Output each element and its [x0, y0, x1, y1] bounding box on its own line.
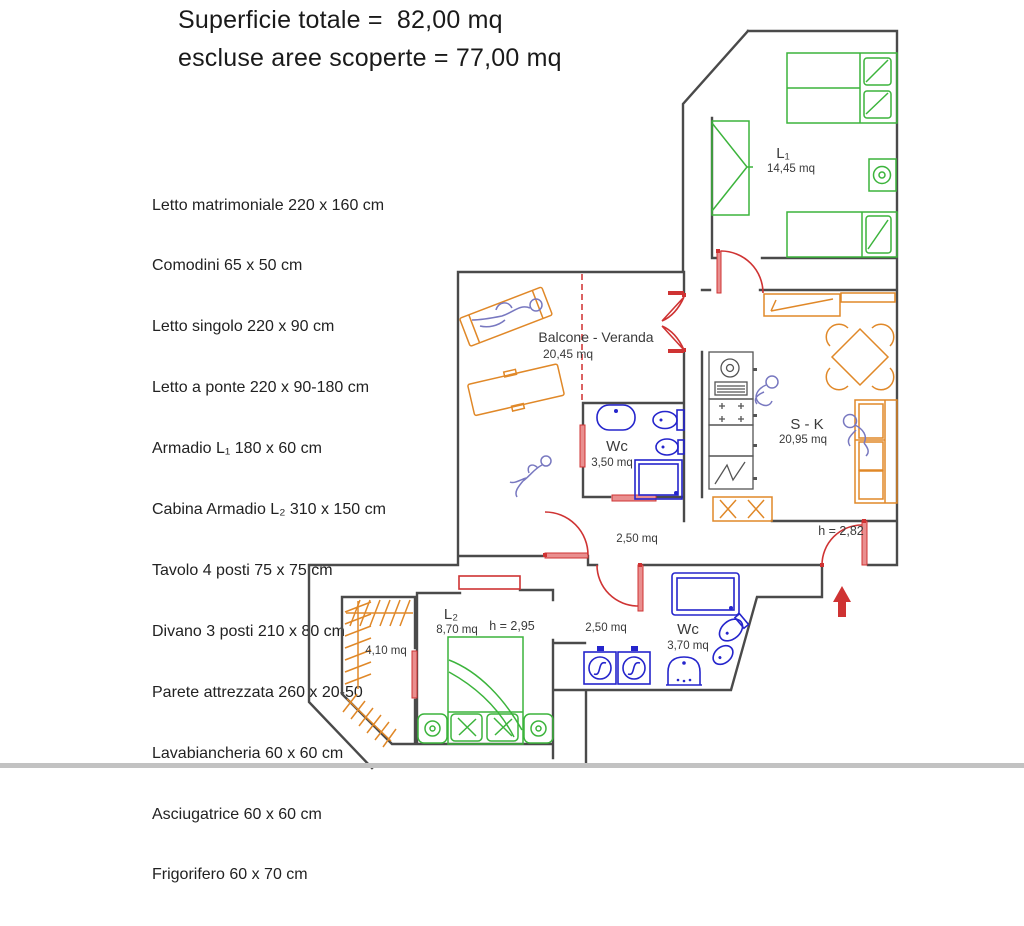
room-label-l2: L₂	[443, 606, 459, 623]
wc2-bidet	[709, 642, 736, 668]
hall-closet	[713, 497, 772, 521]
room-label-wc1: Wc	[606, 438, 628, 455]
new-wall-below-shower	[612, 495, 656, 501]
total-surface-title: Superficie totale = 82,00 mq	[178, 6, 503, 34]
furniture-list-item: Frigorifero 60 x 70 cm	[152, 866, 308, 884]
room-label-sk: S - K	[790, 416, 824, 433]
furniture-list-item: Letto matrimoniale 220 x 160 cm	[152, 196, 385, 214]
room-label-l1: L₁	[776, 145, 790, 162]
l2-height-label: h = 2,95	[489, 619, 535, 633]
balcony-door	[543, 512, 588, 558]
walk-in-closet-rails	[343, 600, 413, 747]
hall-to-corridor-door	[597, 563, 643, 611]
entrance-height-label: h = 2,82	[818, 524, 864, 538]
l1-double-bed	[787, 53, 897, 123]
furniture-list-item: Asciugatrice 60 x 60 cm	[152, 805, 322, 823]
room-area-wc1: 3,50 mq	[591, 457, 633, 469]
sofa	[855, 400, 897, 503]
furniture-list-item: Cabina Armadio L₂ 310 x 150 cm	[152, 501, 386, 519]
tv-wall-unit	[764, 293, 895, 316]
person-in-kitchen	[755, 376, 778, 405]
furniture-list-item: Letto singolo 220 x 90 cm	[152, 318, 335, 336]
wc1-sink	[597, 405, 635, 430]
french-double-door	[662, 291, 686, 353]
furniture-list-item: Armadio L₁ 180 x 60 cm	[152, 440, 322, 458]
room-area-l2: 8,70 mq	[436, 624, 478, 636]
room-area-hall-upper: 2,50 mq	[616, 533, 658, 545]
l2-double-bed	[448, 637, 523, 744]
room-area-cabina: 4,10 mq	[365, 645, 407, 657]
l1-single-bed	[787, 212, 897, 257]
furniture-list-item: Lavabiancheria 60 x 60 cm	[152, 744, 344, 762]
furniture-list-item: Parete attrezzata 260 x 20-50	[152, 683, 363, 701]
room-area-sk: 20,95 mq	[779, 434, 827, 446]
kitchen-counter	[709, 352, 757, 489]
room-label-balcone: Balcone - Veranda	[538, 329, 654, 345]
dining-table	[826, 324, 893, 389]
l1-door	[716, 249, 763, 293]
l1-nightstand	[869, 159, 896, 191]
l2-nightstand-left	[418, 714, 447, 743]
room-area-wc2: 3,70 mq	[667, 640, 709, 652]
entrance-arrow	[833, 586, 851, 617]
wc2-sink	[666, 657, 702, 685]
washing-machine	[584, 646, 616, 684]
person-on-sofa	[844, 415, 869, 457]
wc2-shower	[672, 573, 739, 615]
furniture-list-item: Divano 3 posti 210 x 80 cm	[152, 622, 345, 640]
dryer	[618, 646, 650, 684]
sun-lounger-2	[467, 360, 566, 420]
l1-wardrobe	[712, 121, 753, 215]
l2-cabina-door	[412, 651, 417, 698]
wc1-toilet	[653, 410, 684, 430]
wc1-shower	[635, 460, 682, 499]
excluded-surface-title: escluse aree scoperte = 77,00 mq	[178, 44, 562, 72]
furniture-list-item: Comodini 65 x 50 cm	[152, 257, 303, 275]
room-area-balcone: 20,45 mq	[542, 347, 594, 361]
room-area-hall-lower: 2,50 mq	[585, 622, 627, 634]
furniture-list-item: Tavolo 4 posti 75 x 75 cm	[152, 561, 333, 579]
furniture-list-item: Letto a ponte 220 x 90-180 cm	[152, 379, 370, 397]
new-wall-l2	[459, 576, 520, 589]
wc1-bidet	[656, 439, 684, 455]
page-bottom-border	[0, 763, 1024, 768]
room-area-l1: 14,45 mq	[767, 163, 815, 175]
wc1-sliding-door	[580, 425, 585, 467]
l2-nightstand-right	[524, 714, 553, 743]
person-on-balcony	[510, 456, 551, 497]
room-label-wc2: Wc	[677, 621, 699, 638]
